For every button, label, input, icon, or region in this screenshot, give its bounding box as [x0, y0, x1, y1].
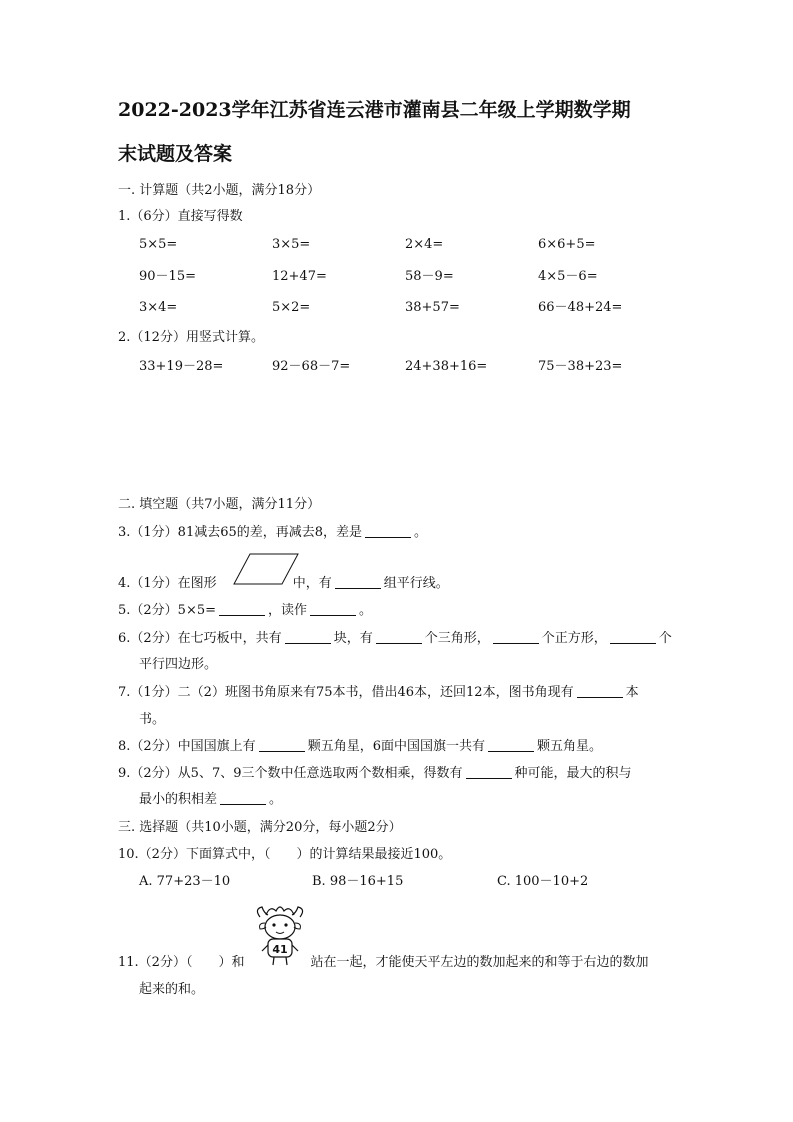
q1-item: 4×5－6=: [538, 269, 598, 284]
section-2-heading: 二. 填空题（共7小题，满分11分）: [118, 497, 321, 512]
q11-text-a: 11.（2分）（ ）和: [118, 955, 245, 970]
q1-item: 38+57=: [405, 300, 460, 315]
q8-text-c: 颗五角星。: [536, 739, 602, 754]
q2-item: 75－38+23=: [538, 359, 623, 374]
q9-text-c: 最小的积相差: [139, 792, 218, 807]
question-9: [118, 764, 632, 784]
q4-text-b: 中，有: [292, 576, 332, 591]
q6-text-e: 个: [658, 631, 672, 646]
answer-blank[interactable]: [335, 574, 381, 589]
q9-text-a: 9.（2分）从5、7、9三个数中任意选取两个数相乘，得数有: [118, 766, 463, 781]
q5-text-a: 5.（2分）5×5=: [118, 603, 217, 618]
q4-text-c: 组平行线。: [383, 576, 449, 591]
question-11-continued: 起来的和。: [139, 982, 205, 997]
q3-end: 。: [414, 525, 428, 540]
question-1: 1.（6分）直接写得数: [118, 209, 243, 224]
question-11: [118, 953, 648, 973]
section-1-heading: 一. 计算题（共2小题，满分18分）: [118, 183, 321, 198]
q7-text-a: 7.（1分）二（2）班图书角原来有75本书，借出46本，还回12本，图书角现有: [118, 685, 574, 700]
q8-text-a: 8.（2分）中国国旗上有: [118, 739, 256, 754]
answer-blank[interactable]: [285, 629, 331, 644]
q7-text-b: 本: [625, 685, 639, 700]
q6-text-a: 6.（2分）在七巧板中，共有: [118, 631, 282, 646]
answer-blank[interactable]: [376, 629, 422, 644]
q1-item: 3×4=: [139, 300, 178, 315]
question-2: 2.（12分）用竖式计算。: [118, 330, 264, 345]
q1-item: 2×4=: [405, 237, 444, 252]
question-8: [118, 737, 602, 757]
q1-item: 6×6+5=: [538, 237, 596, 252]
question-5: [118, 601, 372, 621]
q10-option-b[interactable]: B. 98－16+15: [312, 874, 404, 889]
q1-item: 5×2=: [272, 300, 311, 315]
section-3-heading: 三. 选择题（共10小题，满分20分，每小题2分）: [118, 820, 402, 835]
question-6-continued: 平行四边形。: [139, 657, 218, 672]
q10-option-c[interactable]: C. 100－10+2: [497, 874, 589, 889]
question-10: 10.（2分）下面算式中，（ ）的计算结果最接近100。: [118, 847, 452, 862]
parallelogram-figure: [232, 552, 300, 586]
q11-text-b: 站在一起，才能使天平左边的数加起来的和等于右边的数加: [310, 955, 649, 970]
question-9-continued: [139, 790, 282, 810]
q8-text-b: 颗五角星，6面中国国旗一共有: [307, 739, 485, 754]
answer-blank[interactable]: [219, 601, 265, 616]
answer-blank[interactable]: [259, 737, 305, 752]
answer-blank[interactable]: [365, 523, 411, 538]
q3-text: 3.（1分）81减去65的差，再减去8，差是: [118, 525, 363, 540]
question-7-continued: 书。: [139, 712, 166, 727]
answer-blank[interactable]: [577, 683, 623, 698]
q5-text-b: ，读作: [268, 603, 308, 618]
question-6: [118, 629, 672, 649]
document-title-line-2: 末试题及答案: [118, 143, 233, 165]
q1-item: 3×5=: [272, 237, 311, 252]
q1-item: 5×5=: [139, 237, 178, 252]
answer-blank[interactable]: [310, 601, 356, 616]
answer-blank[interactable]: [488, 737, 534, 752]
q2-item: 33+19－28=: [139, 359, 224, 374]
answer-blank[interactable]: [220, 790, 266, 805]
q1-item: 90－15=: [139, 269, 196, 284]
q6-text-d: 个正方形，: [541, 631, 607, 646]
question-3: [118, 523, 427, 543]
q6-text-c: 个三角形，: [424, 631, 490, 646]
answer-blank[interactable]: [493, 629, 539, 644]
q9-text-b: 种可能，最大的积与: [514, 766, 632, 781]
q5-text-c: 。: [359, 603, 373, 618]
answer-blank[interactable]: [610, 629, 656, 644]
q1-item: 58－9=: [405, 269, 454, 284]
q1-item: 66－48+24=: [538, 300, 623, 315]
q9-text-d: 。: [269, 792, 283, 807]
answer-blank[interactable]: [466, 764, 512, 779]
mascot-number: 41: [272, 943, 288, 956]
q2-item: 92－68－7=: [272, 359, 351, 374]
question-7: [118, 683, 639, 703]
q1-item: 12+47=: [272, 269, 327, 284]
q2-item: 24+38+16=: [405, 359, 488, 374]
document-title-line-1: 2022-2023学年江苏省连云港市灌南县二年级上学期数学期: [118, 99, 631, 121]
q6-text-b: 块，有: [333, 631, 373, 646]
q4-text-a: 4.（1分）在图形: [118, 576, 217, 591]
q10-option-a[interactable]: A. 77+23－10: [139, 874, 231, 889]
